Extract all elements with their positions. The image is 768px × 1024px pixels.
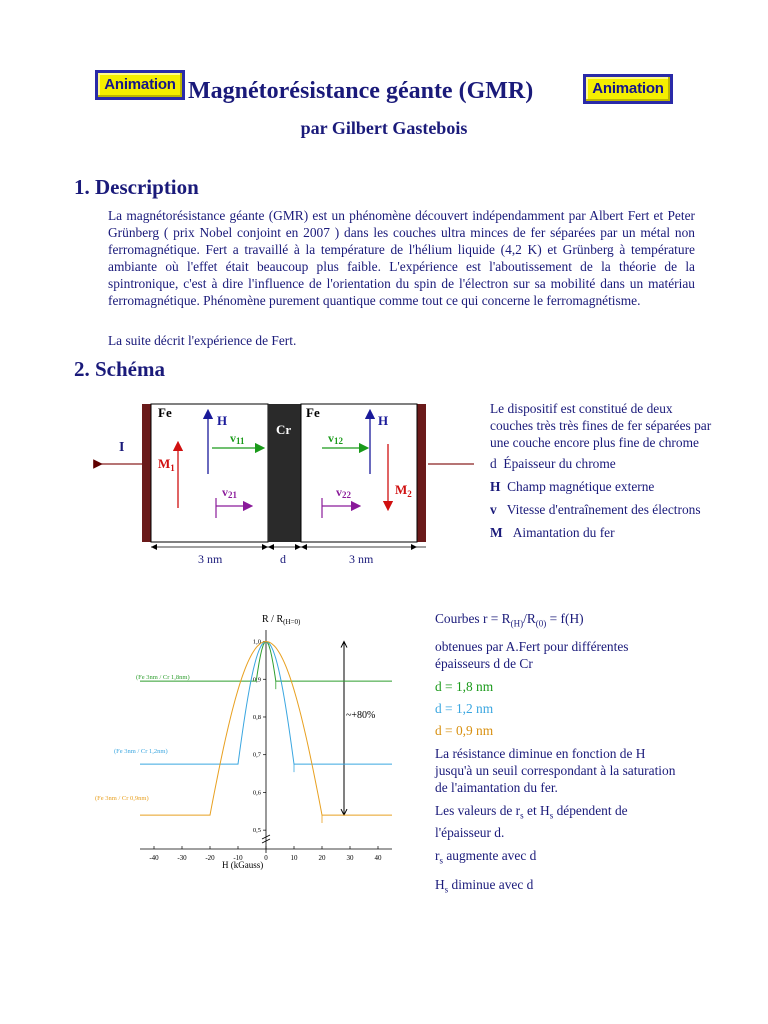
x-tick-label: 20 bbox=[318, 854, 326, 862]
x-tick-label: 0 bbox=[264, 854, 268, 862]
x-tick-label: 30 bbox=[346, 854, 354, 862]
legend-v: v Vitesse d'entraînement des électrons bbox=[490, 502, 701, 517]
v11-label: v11 bbox=[230, 431, 245, 446]
dim-right-label: 3 nm bbox=[349, 552, 374, 566]
v12-label: v12 bbox=[328, 431, 343, 446]
y-tick-label: 0,6 bbox=[252, 789, 261, 797]
m1-label: $M_1$ bbox=[158, 456, 175, 473]
y-tick-label: 0,7 bbox=[252, 751, 261, 759]
legend-curve-18: (Fe 3nm / Cr 1,8nm) bbox=[136, 674, 190, 681]
section-heading-schema: 2. Schéma bbox=[74, 357, 165, 381]
legend-curve-09: (Fe 3nm / Cr 0,9nm) bbox=[95, 795, 149, 802]
m2-label: $M_2$ bbox=[395, 482, 412, 499]
x-tick-label: -40 bbox=[149, 854, 159, 862]
thickness-18: d = 1,8 nm bbox=[435, 678, 494, 694]
page-title: Magnétorésistance géante (GMR) bbox=[188, 78, 534, 104]
animation-button-label: Animation bbox=[98, 73, 182, 97]
chart-xlabel: H (kGauss) bbox=[222, 860, 264, 870]
chart-ylabel: R / $R_{(H=0)}$ bbox=[262, 614, 301, 626]
current-label: I bbox=[119, 440, 125, 455]
gmr-resistance-chart bbox=[92, 606, 422, 881]
resistance-decrease: La résistance diminue en fonction de H jusqu'à un seuil correspondant à la saturation de l'aimantation du fer. bbox=[435, 745, 676, 795]
chart-annotation: ~+80% bbox=[346, 710, 376, 721]
contact-right bbox=[417, 404, 426, 542]
gmr-device-diagram bbox=[90, 398, 490, 578]
legend-curve-12: (Fe 3nm / Cr 1,2nm) bbox=[114, 748, 168, 755]
thickness-12: d = 1,2 nm bbox=[435, 700, 494, 716]
contact-left bbox=[142, 404, 151, 542]
x-tick-label: -10 bbox=[233, 854, 243, 862]
v21-label: v21 bbox=[222, 485, 237, 500]
hs-decreases: $H_s$ diminue avec d bbox=[435, 877, 534, 895]
diagram-legend bbox=[490, 400, 715, 541]
legend-m: M Aimantation du fer bbox=[490, 525, 615, 540]
fe-layer-left bbox=[151, 404, 268, 542]
h-left-label: H bbox=[217, 413, 228, 428]
description-paragraph: La magnétorésistance géante (GMR) est un phénomène découvert indépendamment par Albert Fert et Peter Grünberg ( prix Nobel conjoint en 2007 ) dans les couches ultra minces de fer séparées par un métal non ferromagnétique. Fert a travaillé à la température de l'hélium liquide (4,2 K) et Grünberg à température ambiante où l'effet était beaucoup plus faible. L'expérience est l'aboutissement de la théorie de la spintronique, c'est à dire l'influence de l'orientation du spin de l'électron sur sa mobilité dans un matériau ferromagnétique. Phénomène purement quantique comme tout ce qui concerne le ferromagnétisme. bbox=[108, 208, 695, 308]
description-note: La suite décrit l'expérience de Fert. bbox=[108, 333, 297, 348]
cr-label: Cr bbox=[276, 422, 292, 437]
y-tick-label: 0,5 bbox=[252, 827, 261, 835]
legend-d: d Épaisseur du chrome bbox=[490, 456, 616, 471]
x-tick-label: -30 bbox=[177, 854, 187, 862]
y-tick-label: 0,8 bbox=[252, 713, 261, 721]
animation-button-right[interactable] bbox=[583, 74, 673, 104]
v22-label: v22 bbox=[336, 485, 351, 500]
curves-source: obtenues par A.Fert pour différentes épaisseurs d de Cr bbox=[435, 638, 629, 671]
legend-intro: Le dispositif est constitué de deux couches très très fines de fer séparées par une couche encore plus fine de chrome bbox=[490, 401, 712, 450]
dim-mid-label: d bbox=[280, 552, 286, 566]
thickness-09: d = 0,9 nm bbox=[435, 722, 494, 738]
x-tick-label: -20 bbox=[205, 854, 215, 862]
legend-h: H Champ magnétique externe bbox=[490, 479, 655, 494]
x-tick-label: 40 bbox=[374, 854, 382, 862]
fe-layer-right bbox=[301, 404, 417, 542]
curves-formula: Courbes $r = R_{(H)}/R_{(0)} = f(H)$ bbox=[435, 611, 584, 629]
animation-button-left[interactable] bbox=[95, 70, 185, 100]
y-tick-label: 0,9 bbox=[252, 676, 261, 684]
h-right-label: H bbox=[378, 413, 389, 428]
values-depend: Les valeurs de $r_s$ et $H_s$ dépendent de l'épaisseur d. bbox=[435, 802, 628, 841]
y-tick-label: 1,0 bbox=[252, 638, 261, 646]
author-line: par Gilbert Gastebois bbox=[300, 118, 468, 138]
rs-increases: $r_s$ augmente avec d bbox=[435, 848, 537, 867]
fe-left-label: Fe bbox=[158, 405, 172, 420]
dim-left-label: 3 nm bbox=[198, 552, 223, 566]
animation-button-label: Animation bbox=[586, 77, 670, 101]
fe-right-label: Fe bbox=[306, 405, 320, 420]
graph-explanation bbox=[435, 610, 715, 899]
x-tick-label: 10 bbox=[290, 854, 298, 862]
section-heading-description: 1. Description bbox=[74, 175, 199, 199]
